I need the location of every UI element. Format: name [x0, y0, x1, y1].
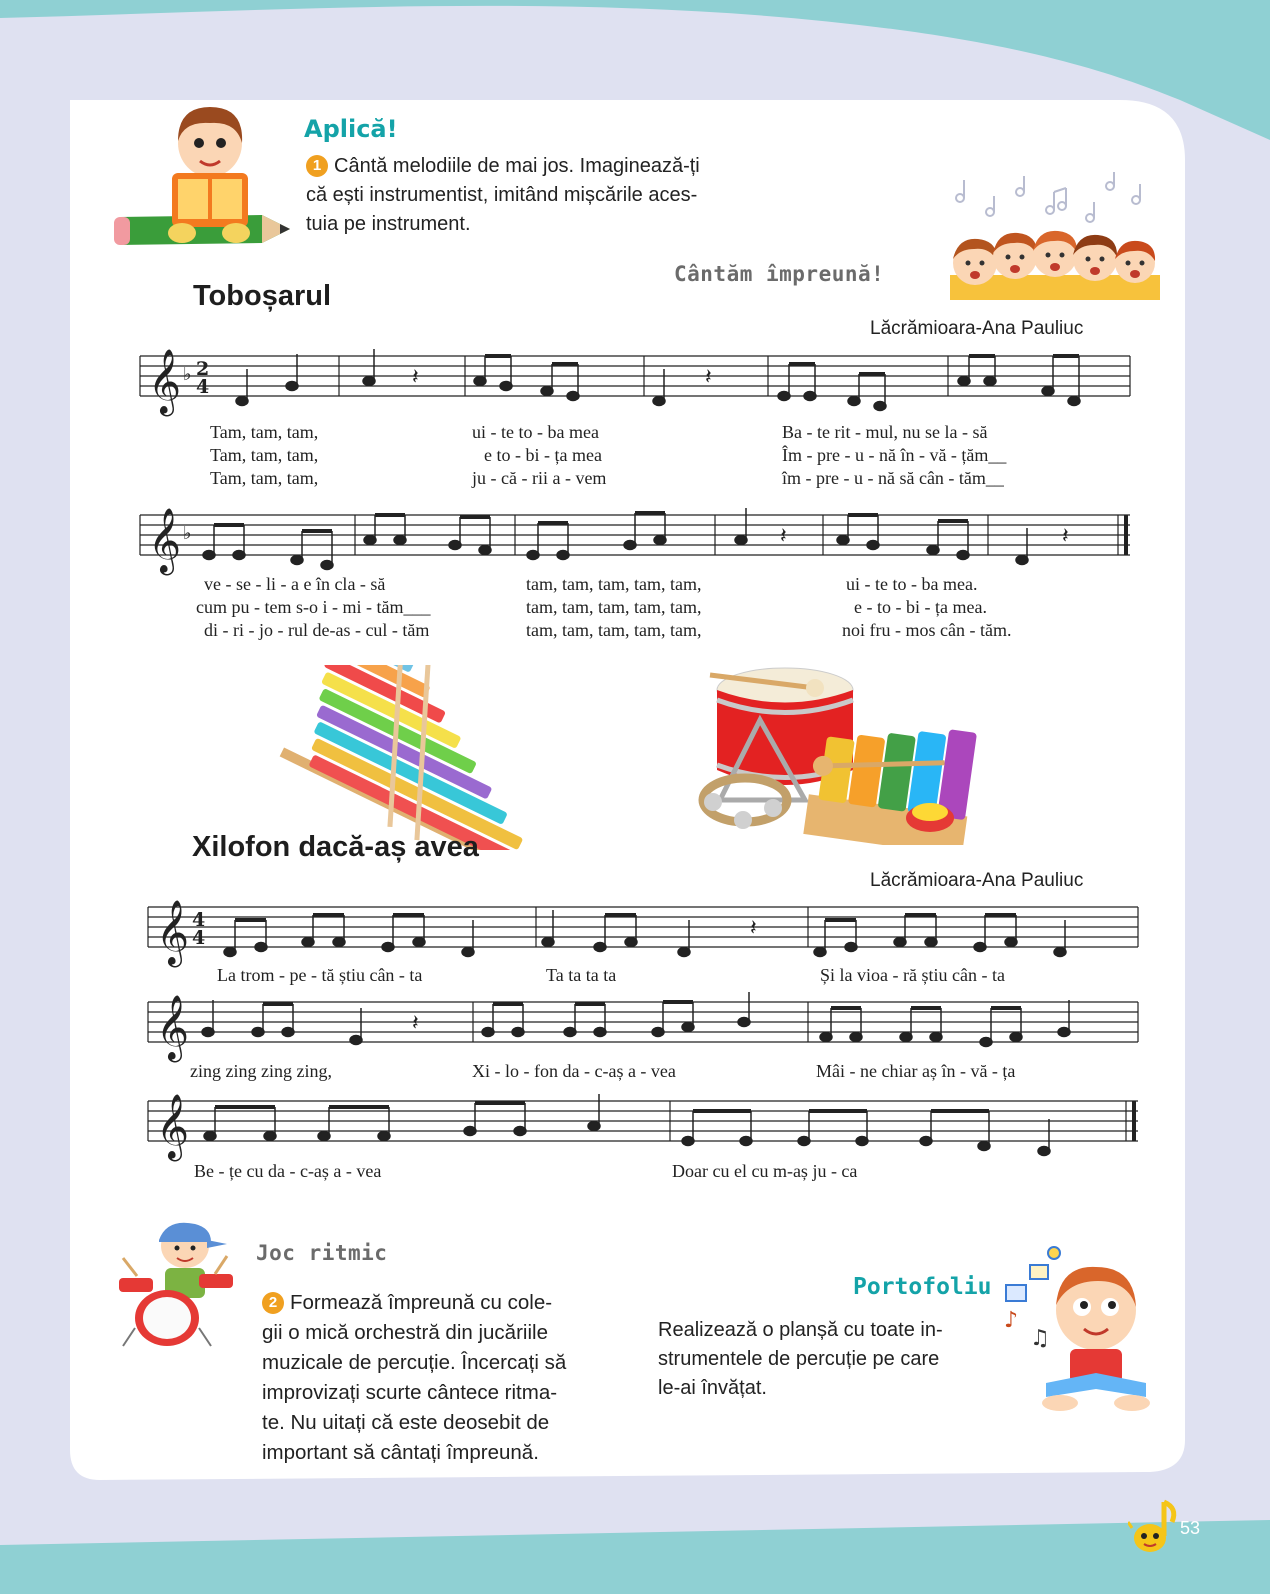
- song-title-tobosarul: Toboșarul: [193, 280, 332, 312]
- lyric-song1-r1-a: Tam, tam, tam,: [210, 422, 319, 442]
- svg-text:𝄞: 𝄞: [156, 1094, 190, 1159]
- svg-text:𝄽: 𝄽: [750, 916, 757, 941]
- svg-text:♫: ♫: [1030, 1326, 1050, 1351]
- apply-heading: Aplică!: [304, 115, 398, 143]
- svg-text:4: 4: [192, 927, 206, 949]
- lyric-song1-r4-c: ui - te to - ba mea.: [846, 574, 978, 594]
- lyric-song1-r5-a: cum pu - tem s-o i - mi - tăm___: [196, 597, 431, 617]
- lyric-song1-r2-a: Tam, tam, tam,: [210, 445, 319, 465]
- apply-line-2: că ești instrumentist, imitând mișcările aces-: [306, 184, 698, 206]
- rhythm-line-4: improvizați scurte cântece ritma-: [262, 1381, 558, 1404]
- apply-line-1: 1 Cântă melodiile de mai jos. Imaginează-ți: [306, 152, 766, 181]
- svg-text:4: 4: [192, 909, 206, 931]
- lyric-song1-r6-b: tam, tam, tam, tam, tam,: [526, 620, 702, 640]
- exercise-number-badge-2: 2: [262, 1292, 284, 1314]
- children-singing-icon: [950, 225, 1160, 300]
- rhythm-game-heading: Joc ritmic: [256, 1241, 388, 1265]
- svg-text:𝄽: 𝄽: [412, 1011, 419, 1036]
- lyric-song1-r4-b: tam, tam, tam, tam, tam,: [526, 574, 702, 594]
- music-notes-icon: [950, 170, 1150, 230]
- svg-text:𝄞: 𝄞: [148, 508, 182, 573]
- lyric-song1-r4-a: ve - se - li - a e în cla - să: [204, 574, 386, 594]
- svg-text:𝄞: 𝄞: [156, 900, 190, 965]
- music-staff-song1-row2: [140, 505, 1130, 575]
- portfolio-heading: Portofoliu: [853, 1274, 992, 1300]
- lyric-song1-r2-c: Îm - pre - u - nă în - vă - țăm__: [782, 445, 1007, 465]
- lyric-song2-l1-b: Ta ta ta ta: [546, 965, 617, 985]
- boy-drummer-icon: [115, 1218, 235, 1348]
- lyric-song1-r5-c: e - to - bi - ța mea.: [854, 597, 987, 617]
- boy-reading-music-icon: [1000, 1245, 1160, 1415]
- portfolio-line-3: le-ai învățat.: [658, 1377, 767, 1399]
- svg-text:𝄽: 𝄽: [412, 365, 419, 390]
- note-mascot-icon: [1128, 1498, 1180, 1556]
- portfolio-line-2: strumentele de percuție pe care: [658, 1348, 940, 1370]
- song-title-xilofon: Xilofon dacă-aș avea: [192, 831, 479, 863]
- rhythm-line-3: muzicale de percuție. Încercați să: [262, 1351, 567, 1374]
- music-staff-song2-row1: [148, 895, 1138, 965]
- svg-text:♭: ♭: [183, 523, 192, 544]
- rhythm-game-text: [262, 1288, 622, 1468]
- svg-text:𝄽: 𝄽: [1062, 524, 1069, 549]
- lyric-song2-l1-c: Și la vioa - ră știu cân - ta: [820, 965, 1005, 985]
- lyric-song1-r3-c: îm - pre - u - nă să cân - tăm__: [782, 468, 1004, 488]
- lyric-song1-r2-b: e to - bi - ța mea: [484, 445, 602, 465]
- music-staff-song2-row2: [148, 990, 1138, 1060]
- composer-song-1: Lăcrămioara-Ana Pauliuc: [870, 318, 1084, 339]
- lyric-song2-l3-a: Be - țe cu da - c-aș a - vea: [194, 1161, 382, 1181]
- svg-text:2: 2: [196, 358, 210, 380]
- page-number: 53: [1180, 1518, 1201, 1538]
- lyric-song1-r6-a: di - ri - jo - rul de-as - cul - tăm: [204, 620, 430, 640]
- lyric-song1-r1-b: ui - te to - ba mea: [472, 422, 599, 442]
- portfolio-text: [658, 1316, 998, 1403]
- music-staff-song2-row3: [148, 1085, 1138, 1165]
- lyric-song2-l3-b: Doar cu el cu m-aș ju - ca: [672, 1161, 858, 1181]
- rhythm-line-6: important să cântați împreună.: [262, 1441, 539, 1464]
- svg-text:♪: ♪: [1004, 1308, 1019, 1333]
- boy-reading-on-pencil-icon: [112, 105, 292, 255]
- lyric-song1-r6-c: noi fru - mos cân - tăm.: [842, 620, 1012, 640]
- lyric-song2-l2-b: Xi - lo - fon da - c-aș a - vea: [472, 1061, 676, 1081]
- lyric-song2-l2-c: Mâi - ne chiar aș în - vă - ța: [816, 1061, 1016, 1081]
- svg-text:𝄽: 𝄽: [780, 524, 787, 549]
- svg-text:𝄞: 𝄞: [156, 995, 190, 1060]
- apply-instructions: [306, 152, 766, 239]
- exercise-number-badge: 1: [306, 155, 328, 177]
- lyric-song1-r3-b: ju - că - rii a - vem: [472, 468, 607, 488]
- composer-song-2: Lăcrămioara-Ana Pauliuc: [870, 870, 1084, 891]
- lyric-song1-r3-a: Tam, tam, tam,: [210, 468, 319, 488]
- svg-text:4: 4: [196, 376, 210, 398]
- music-staff-song1-row1: [140, 340, 1130, 420]
- portfolio-line-1: Realizează o planșă cu toate in-: [658, 1319, 943, 1341]
- lyric-song2-l2-a: zing zing zing zing,: [190, 1061, 332, 1081]
- rhythm-line-5: te. Nu uitați că este deosebit de: [262, 1411, 550, 1434]
- rhythm-line-1: 2 Formează împreună cu cole-: [262, 1288, 622, 1318]
- svg-text:𝄽: 𝄽: [705, 365, 712, 390]
- svg-text:𝄞: 𝄞: [148, 349, 182, 414]
- lyric-song2-l1-a: La trom - pe - tă știu cân - ta: [217, 965, 423, 985]
- percussion-instruments-image: [665, 660, 1010, 845]
- sing-together-label: Cântăm împreună!: [674, 262, 885, 286]
- xylophone-image: [275, 665, 590, 850]
- lyric-song1-r5-b: tam, tam, tam, tam, tam,: [526, 597, 702, 617]
- lyric-song1-r1-c: Ba - te rit - mul, nu se la - să: [782, 422, 988, 442]
- svg-text:♭: ♭: [183, 364, 192, 385]
- rhythm-line-2: gii o mică orchestră din jucăriile: [262, 1321, 548, 1344]
- apply-line-3: tuia pe instrument.: [306, 213, 471, 235]
